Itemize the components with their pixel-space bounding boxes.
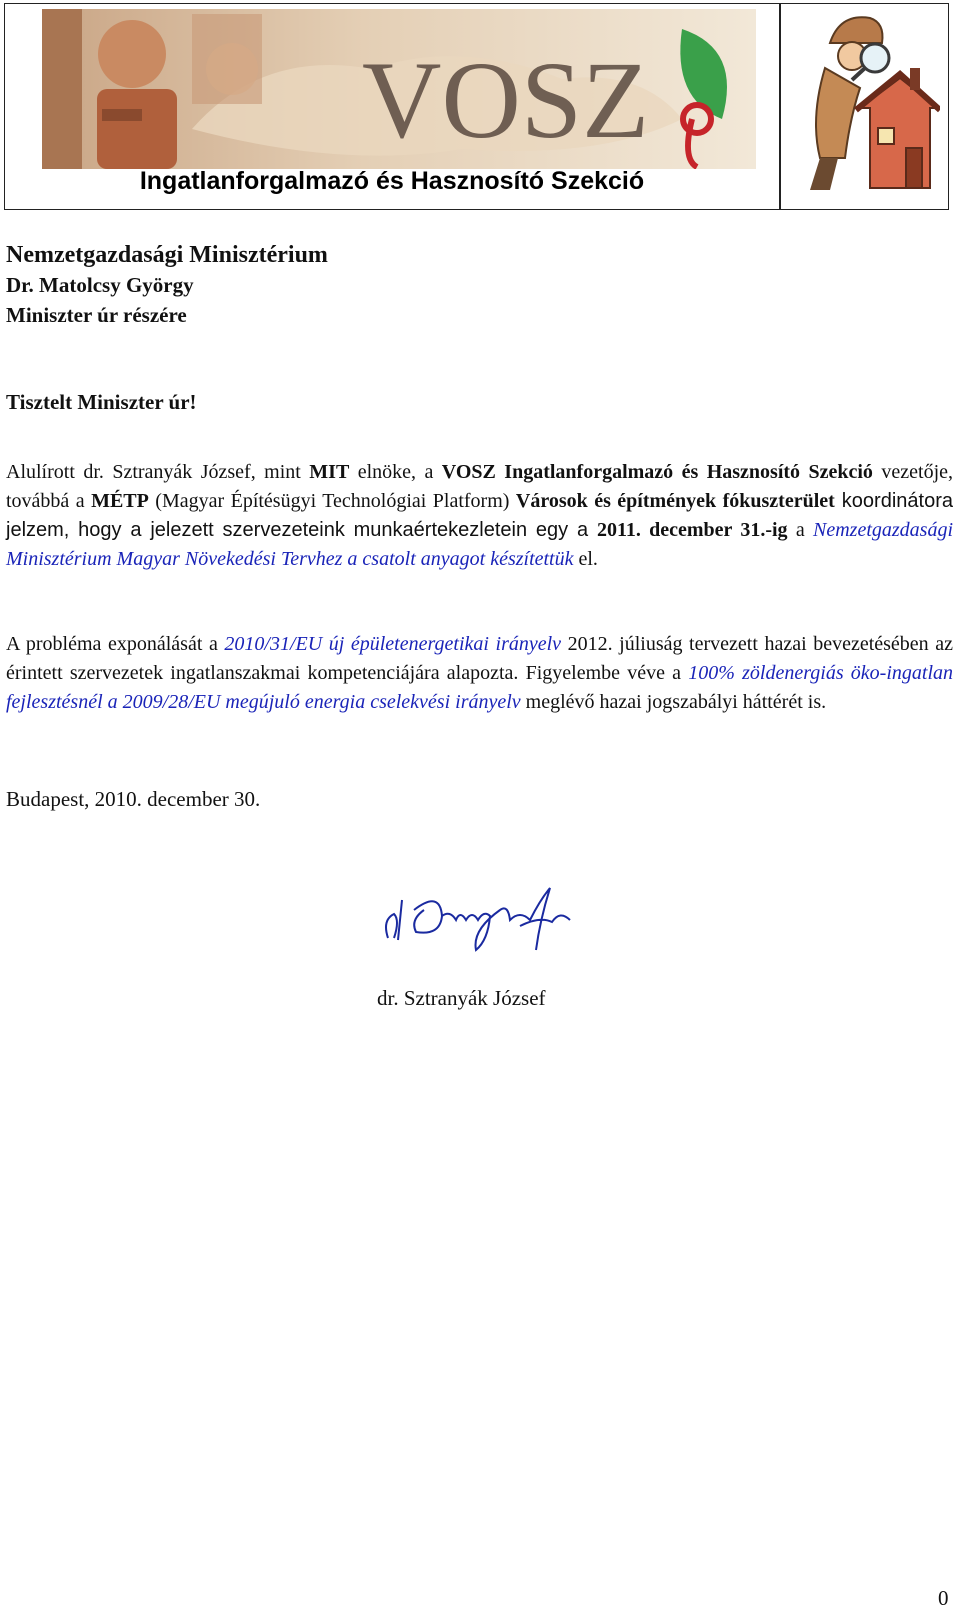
text-span: A probléma exponálását a — [6, 633, 225, 655]
text-span: elnöke, a — [349, 461, 442, 483]
handwritten-signature — [380, 880, 580, 960]
text-span: meglévő hazai jogszabályi háttérét is. — [520, 691, 827, 713]
letter-date: Budapest, 2010. december 30. — [6, 787, 261, 811]
page-number: 0 — [938, 1586, 949, 1610]
letterhead — [4, 3, 949, 210]
text-span: Alulírott dr. Sztranyák József, mint — [6, 461, 310, 483]
bold-span: MÉTP — [91, 490, 149, 512]
bold-span: VOSZ Ingatlanforgalmazó és Hasznosító Szekció — [441, 461, 873, 483]
text-span: vezetője, továbbá a — [6, 461, 953, 512]
section-title: Ingatlanforgalmazó és Hasznosító Szekció — [139, 167, 645, 195]
highlighted-reference: 2010/31/EU új épületenergetikai irányelv — [224, 633, 562, 655]
recipient-address — [6, 240, 328, 330]
signer-name: dr. Sztranyák József — [377, 986, 546, 1010]
paragraph-2 — [6, 630, 953, 717]
highlighted-reference: Nemzetgazdasági Minisztérium Magyar Növekedési Tervhez a csatolt anyagot készítettük — [6, 519, 953, 570]
text-span: el. — [573, 548, 598, 570]
text-span: koordinátora jelzem, hogy a jelezett szervezeteink munkaértekezletein egy a — [6, 490, 953, 541]
text-span: (Magyar Építésügyi Technológiai Platform) — [148, 490, 516, 512]
text-span: 2012. júliuság tervezett hazai bevezetésében az érintett szervezetek ingatlanszakmai kompetenciájára alapozta. Figyelembe véve a — [6, 633, 954, 684]
salutation: Tisztelt Miniszter úr! — [6, 390, 197, 414]
bold-span: MIT — [309, 461, 350, 483]
text-span: a — [787, 519, 813, 541]
detective-house-icon — [790, 8, 940, 198]
recipient-ministry: Nemzetgazdasági Minisztérium — [6, 242, 328, 268]
bold-span: 2011. december 31.-ig — [596, 519, 788, 541]
recipient-title: Miniszter úr részére — [6, 303, 187, 327]
highlighted-reference: 100% zöldenergiás öko-ingatlan fejlesztésnél a 2009/28/EU megújuló energia cselekvési irányelv — [6, 662, 954, 713]
vosz-logo-text: VOSZ — [362, 39, 650, 161]
vosz-banner-logo — [42, 9, 756, 169]
bold-span: Városok és építmények fókuszterület — [515, 490, 835, 512]
recipient-name: Dr. Matolcsy György — [6, 273, 194, 297]
paragraph-1 — [6, 458, 953, 574]
header-divider — [779, 4, 781, 209]
